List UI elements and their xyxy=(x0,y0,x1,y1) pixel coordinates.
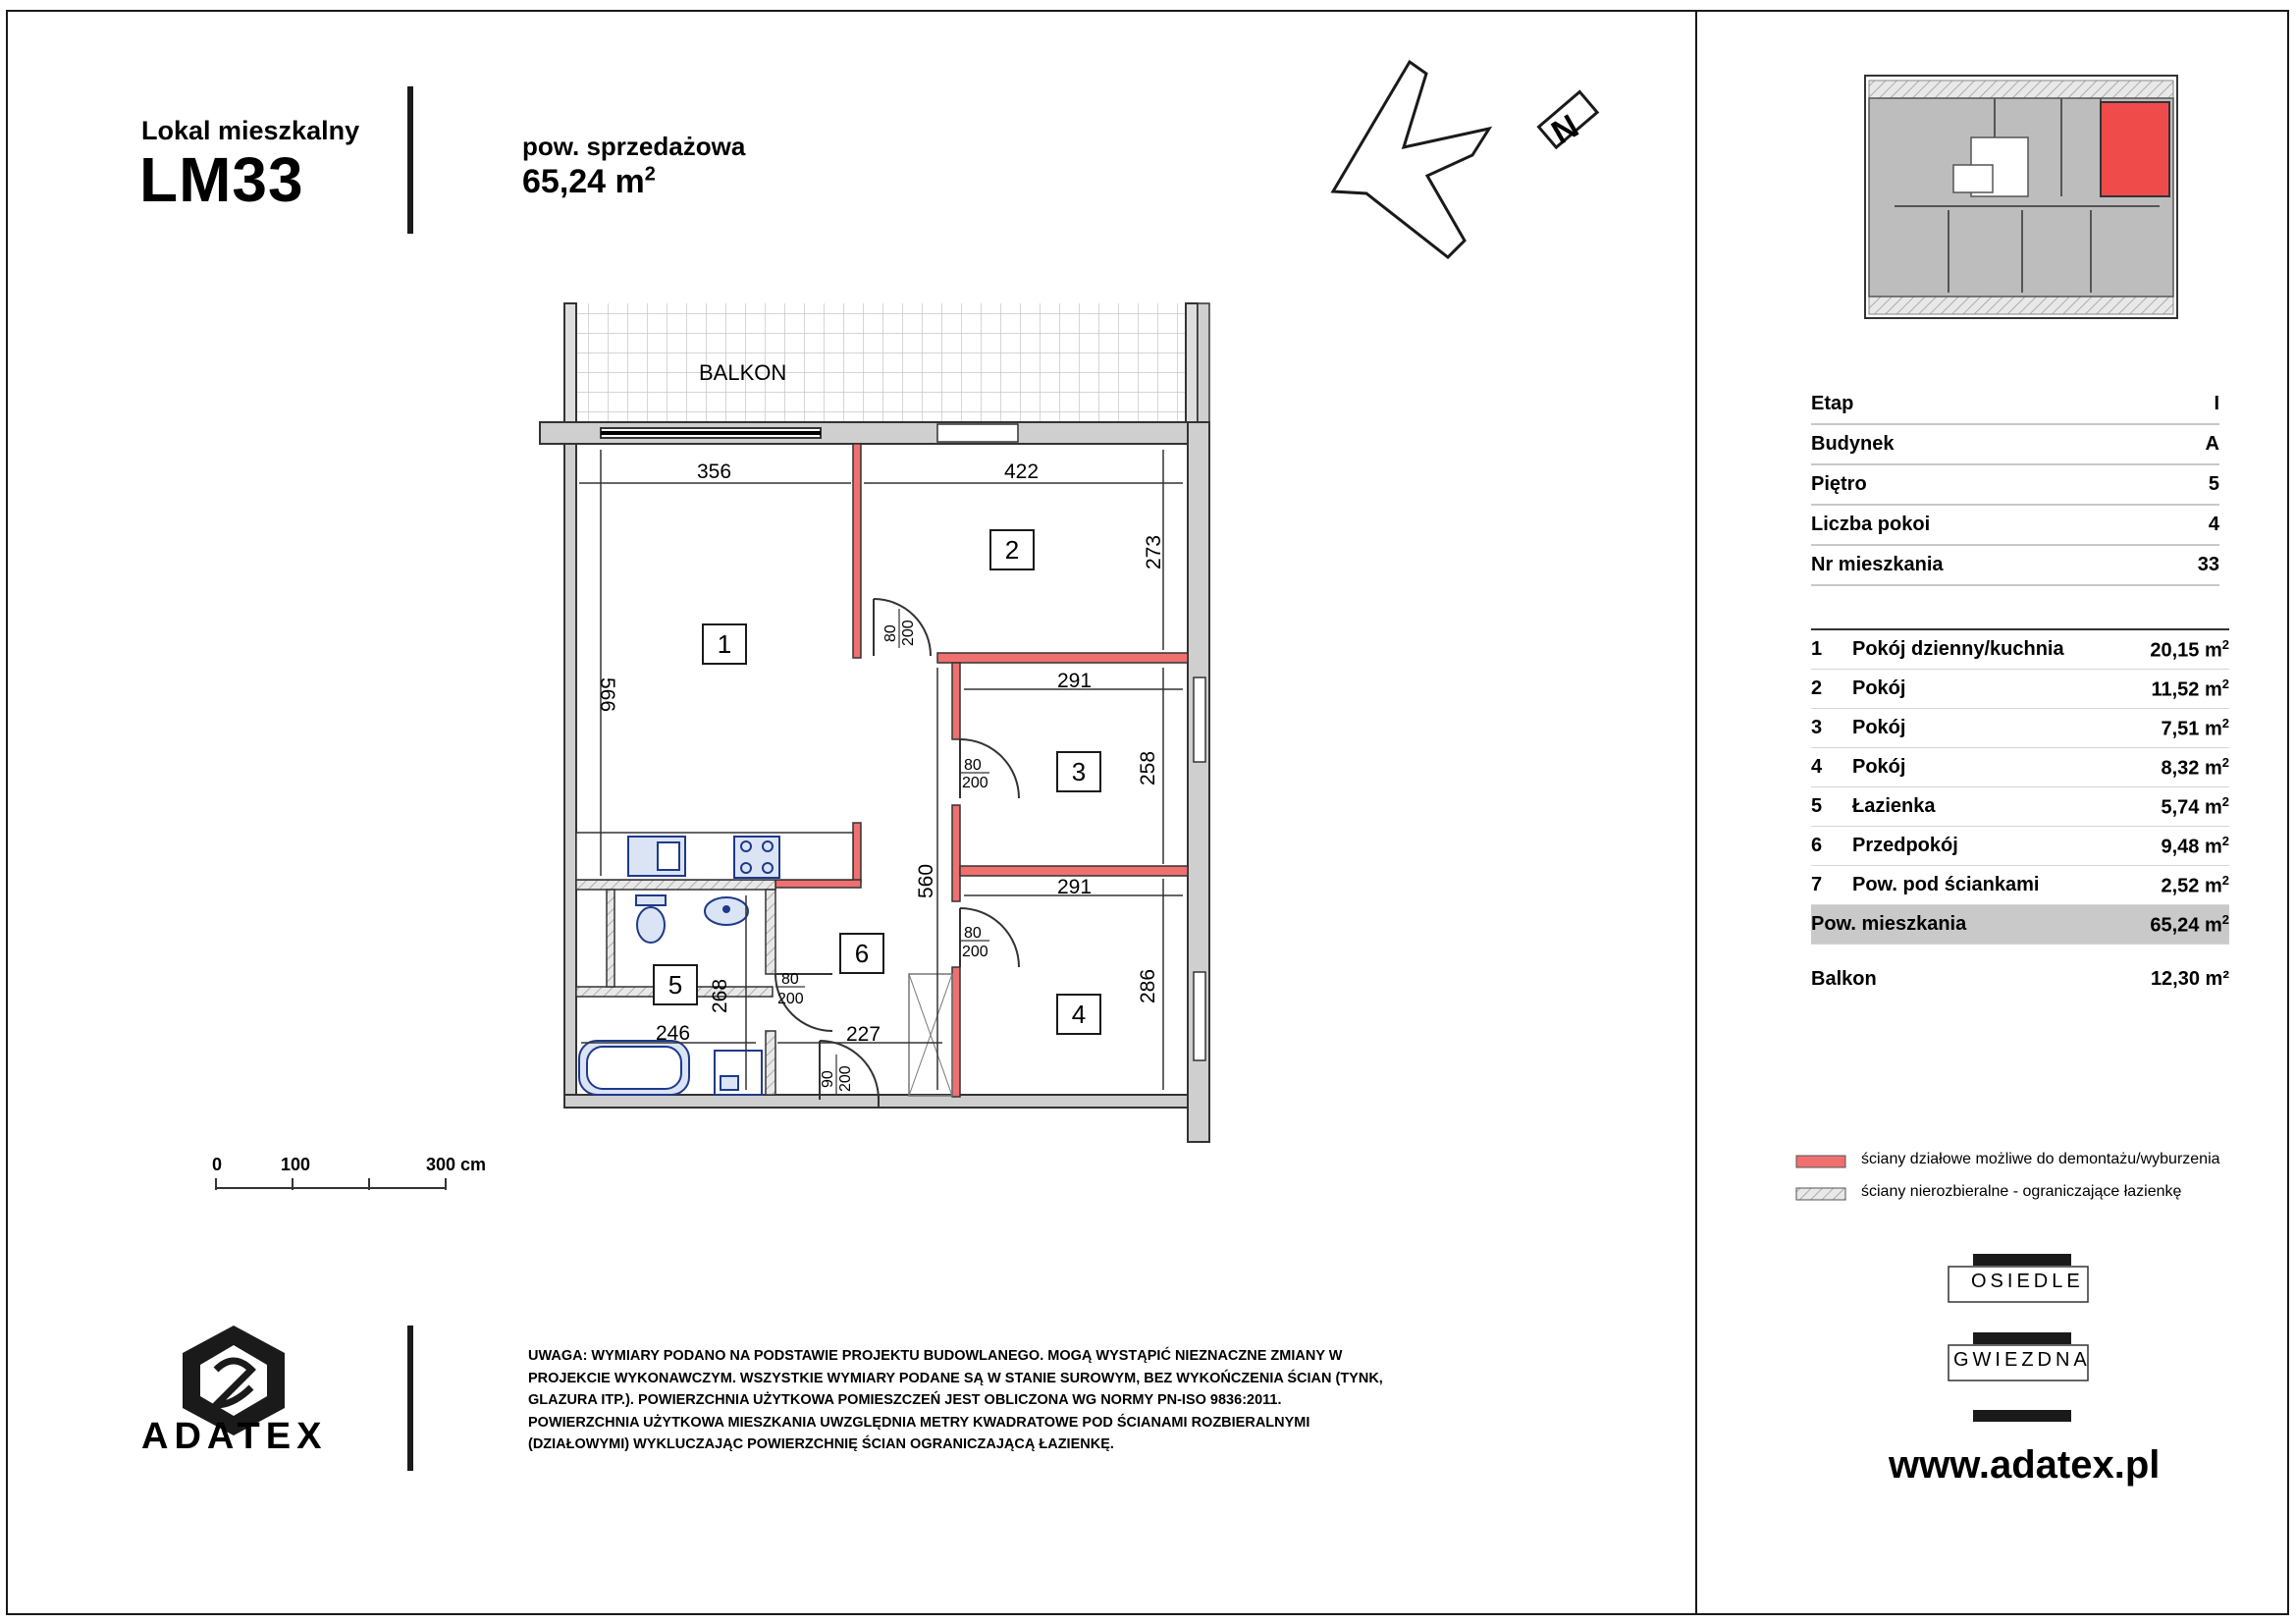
dim-291-a: 291 xyxy=(1057,670,1093,692)
dim-273: 273 xyxy=(1143,534,1165,569)
dim-291-b: 291 xyxy=(1057,876,1093,898)
dim-560: 560 xyxy=(915,863,937,898)
svg-text:80: 80 xyxy=(781,971,799,988)
total-area-row: Pow. mieszkania 65,24 $m^2$ xyxy=(1811,905,2229,945)
dim-268: 268 xyxy=(709,978,731,1013)
unit-type-label: Lokal mieszkalny xyxy=(141,116,360,145)
svg-text:0: 0 xyxy=(212,1155,223,1174)
key-plan-unit-highlight xyxy=(2101,102,2169,196)
disclaimer-notice: UWAGA: WYMIARY PODANO NA PODSTAWIE PROJEKTU BUDOWLANEGO. MOGĄ WYSTĄPIĆ NIEZNACZNE ZMIANY W PROJEKCIE WYKONAWCZYM. WSZYSTKIE WYMIARY PODANE SĄ W STANIE SUROWYM, BEZ WYKOŃCZENIA ŚCIAN (TYNK, GLAZURA ITP.). POWIERZCHNIA UŻYTKOWA POMIESZCZEŃ JEST OBLICZONA WG NORMY PN-ISO 9836:2011. POWIERZCHNIA UŻYTKOWA MIESZKANIA UWZGLĘDNIA METRY KWADRATOWE POD ŚCIANAMI ROZBIERALNYMI (DZIAŁOWYMI) WYKLUCZAJĄC POWIERZCHNIĘ ŚCIAN OGRANICZAJĄCĄ ŁAZIENKĘ. xyxy=(528,1348,1383,1452)
sink-icon xyxy=(628,837,685,876)
room-number-5: 5 xyxy=(667,970,683,1000)
company-website-link[interactable]: www.adatex.pl xyxy=(1889,1443,2161,1487)
legend-swatch-removable xyxy=(1796,1156,1845,1167)
north-label: N xyxy=(1545,107,1585,152)
dim-258: 258 xyxy=(1137,750,1159,785)
table-row: 7 Pow. pod ściankami 2,52 $m^2$ xyxy=(1811,866,2229,905)
sales-area-label: pow. sprzedażowa xyxy=(522,132,746,161)
balcony-floor xyxy=(574,303,1186,423)
room-number-6: 6 xyxy=(854,939,870,968)
removable-walls xyxy=(775,444,1188,1097)
bathtub-icon xyxy=(579,1041,689,1095)
info-row-budynek: Budynek A xyxy=(1811,424,2219,464)
svg-text:80: 80 xyxy=(964,925,982,942)
room-number-2: 2 xyxy=(1004,535,1020,565)
unit-info-table xyxy=(1811,385,2219,586)
svg-text:300 cm: 300 cm xyxy=(426,1155,487,1174)
toilet-icon xyxy=(636,895,666,943)
sales-area-value: 65,24 $m^2$ xyxy=(522,163,656,200)
rooms-area-table xyxy=(1811,628,2229,945)
svg-text:80: 80 xyxy=(882,624,899,642)
washbasin-icon xyxy=(705,897,748,925)
info-row-nr-mieszkania: Nr mieszkania 33 xyxy=(1811,545,2219,585)
dim-227: 227 xyxy=(846,1023,881,1046)
table-row: 6 Przedpokój 9,48 $m^2$ xyxy=(1811,827,2229,866)
room-number-1: 1 xyxy=(717,629,732,659)
dim-286: 286 xyxy=(1137,968,1159,1003)
north-arrow-icon xyxy=(1333,62,1602,257)
estate-name-line1: OSIEDLE xyxy=(1971,1271,2084,1292)
key-plan xyxy=(1865,76,2177,318)
info-row-pietro: Piętro 5 xyxy=(1811,464,2219,505)
table-row: 2 Pokój 11,52 $m^2$ xyxy=(1811,670,2229,709)
room-number-boxes xyxy=(654,530,1100,1034)
info-row-liczba-pokoi: Liczba pokoi 4 xyxy=(1811,505,2219,545)
balcony-area-value: 12,30 m² xyxy=(2150,968,2229,990)
svg-text:200: 200 xyxy=(900,620,917,646)
unit-code: LM33 xyxy=(139,144,304,215)
svg-text:200: 200 xyxy=(962,944,988,960)
info-row-etap: Etap I xyxy=(1811,385,2219,424)
room-number-3: 3 xyxy=(1071,757,1087,786)
svg-text:200: 200 xyxy=(962,775,988,791)
balcony-area-row xyxy=(1811,968,2229,991)
svg-text:90: 90 xyxy=(820,1070,836,1088)
floor-plan-sheet: Lokal mieszkalny LM33 pow. sprzedażowa 65,24 $m^2$ N BALKON 356 422 566 273 291 258 291 286 560 268 246 227 80 200 80 200 80 200 80 200 90 200 1 2 3 4 5 6 0 100 300 cm Etap I Budynek A Piętro 5 Liczba pokoi 4 Nr mieszkania 33 1 Pokój dzienny/kuchnia 20,15 $m^2$ 2 Pokój 11,52 $m^2$ 3 Pokój 7,51 $m^2$ 4 Pokój 8,32 $m^2$ 5 Łazienka 5,74 $m^2$ 6 Przedpokój 9,48 $m^2$ 7 Pow. pod ściankami 2,52 $m^2$ Pow. mieszkania 65,24 $m^2$ Balkon 12,30 m² ściany działowe możliwe do demontażu/wyburzenia ściany nierozbieralne - ograniczające łazienkę UWAGA: WYMIARY PODANO NA PODSTAWIE PROJEKTU BUDOWLANEGO. MOGĄ WYSTĄPIĆ NIEZNACZNE ZMIANY W PROJEKCIE WYKONAWCZYM. WSZYSTKIE WYMIARY PODANE SĄ W STANIE SUROWYM, BEZ WYKOŃCZENIA ŚCIAN (TYNK, GLAZURA ITP.). POWIERZCHNIA UŻYTKOWA POMIESZCZEŃ JEST OBLICZONA WG NORMY PN-ISO 9836:2011. POWIERZCHNIA UŻYTKOWA MIESZKANIA UWZGLĘDNIA METRY KWADRATOWE POD ŚCIANAMI ROZBIERALNYMI (DZIAŁOWYMI) WYKLUCZAJĄC POWIERZCHNIĘ ŚCIAN OGRANICZAJĄCĄ ŁAZIENKĘ. ADATEX OSIEDLE GWIEZDNA www.adatex.pl xyxy=(0,0,2296,1624)
dim-566: 566 xyxy=(596,677,618,713)
room-number-4: 4 xyxy=(1071,1000,1087,1029)
kitchen-counter xyxy=(576,833,853,880)
table-row: 3 Pokój 7,51 $m^2$ xyxy=(1811,709,2229,748)
table-row: 4 Pokój 8,32 $m^2$ xyxy=(1811,748,2229,787)
estate-name-line2: GWIEZDNA xyxy=(1953,1349,2091,1371)
balcony-area-label: Balkon xyxy=(1811,968,1877,990)
dim-422: 422 xyxy=(1004,460,1040,483)
dim-246: 246 xyxy=(656,1022,691,1045)
company-name: ADATEX xyxy=(141,1416,328,1457)
table-row: 1 Pokój dzienny/kuchnia 20,15 $m^2$ xyxy=(1811,629,2229,670)
table-row: 5 Łazienka 5,74 $m^2$ xyxy=(1811,787,2229,827)
footer-divider-bar xyxy=(407,1326,413,1471)
scale-bar xyxy=(212,1155,486,1190)
svg-text:200: 200 xyxy=(837,1065,854,1092)
svg-text:200: 200 xyxy=(777,991,804,1007)
stove-icon xyxy=(734,837,779,878)
dim-356: 356 xyxy=(697,460,732,483)
washing-machine-icon xyxy=(715,1051,762,1095)
svg-text:80: 80 xyxy=(964,757,982,774)
svg-text:100: 100 xyxy=(281,1155,311,1174)
balcony-label: BALKON xyxy=(699,360,787,385)
legend-swatch-bathroom xyxy=(1796,1188,1845,1200)
